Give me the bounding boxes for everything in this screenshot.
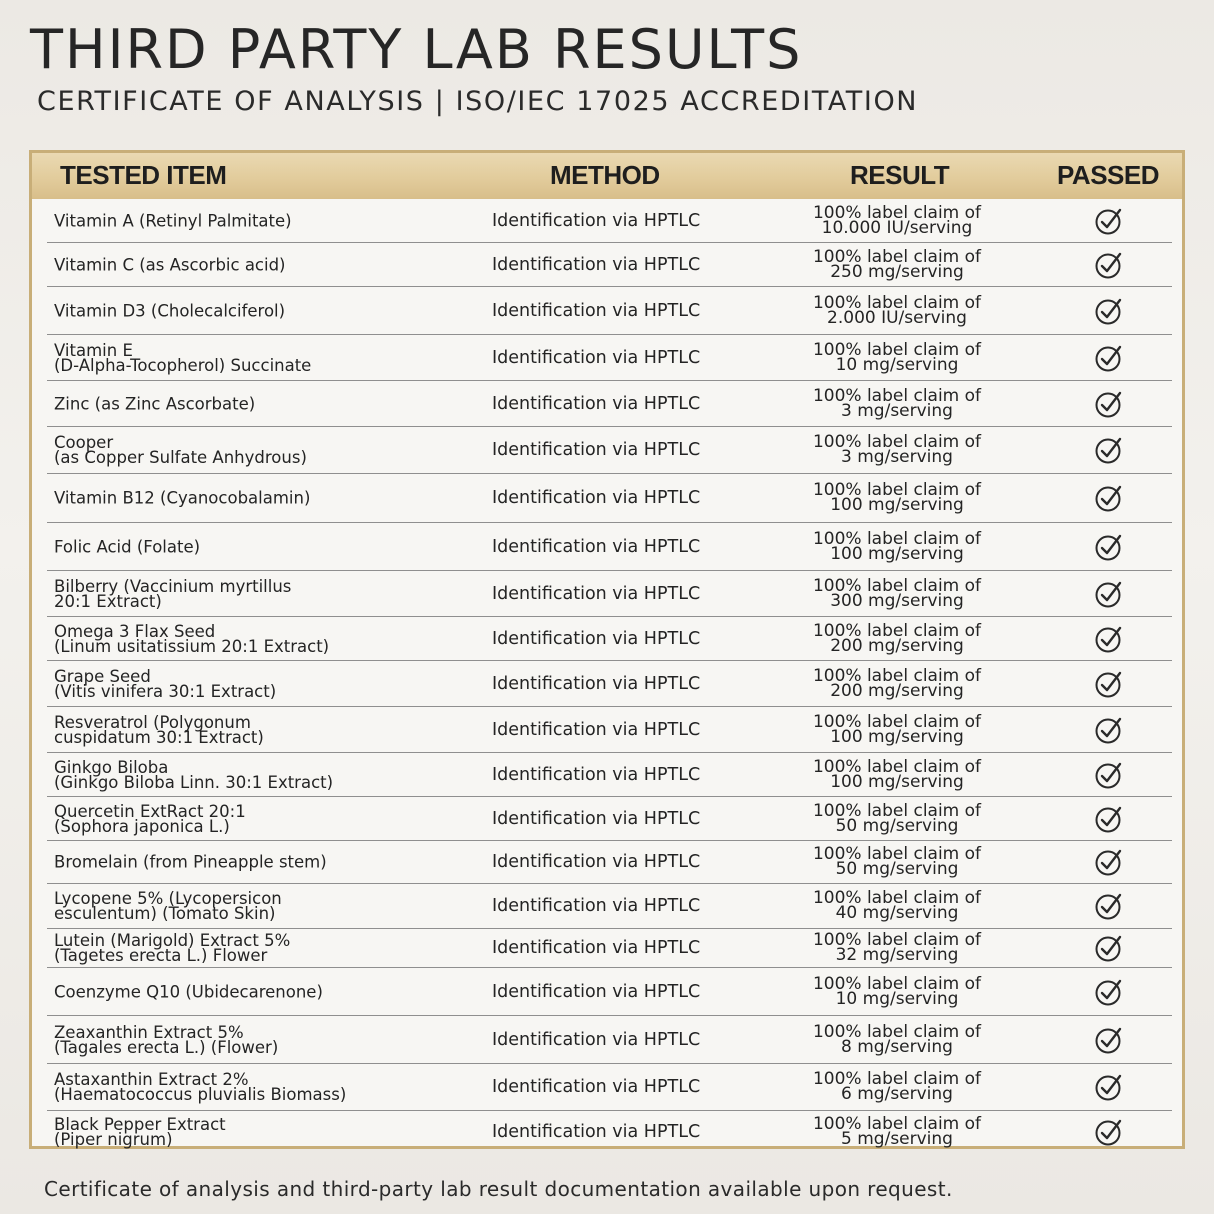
result-cell [747, 339, 1047, 375]
result-line-claim: 100% label claim of [812, 711, 982, 732]
result-cell [747, 800, 1047, 836]
result-line-claim: 100% label claim of [812, 844, 982, 864]
result-cell [747, 665, 1047, 701]
table-row [47, 707, 1172, 753]
result-line-amount: 100 mg/serving [830, 771, 964, 792]
result-line-amount: 3 mg/serving [841, 447, 953, 467]
check-circle-icon [1094, 250, 1124, 280]
result-line-claim: 100% label claim of [812, 888, 982, 908]
method-cell: Identification via HPTLC [492, 673, 701, 694]
table-row [47, 571, 1172, 617]
check-circle-icon [1094, 483, 1124, 513]
result-cell [747, 844, 1047, 879]
result-cell [747, 292, 1047, 328]
result-cell [747, 575, 1047, 611]
table-row [47, 427, 1172, 474]
column-header-method: METHOD [550, 160, 660, 190]
method-cell: Identification via HPTLC [492, 211, 701, 231]
result-cell [747, 528, 1047, 564]
result-line-amount: 40 mg/serving [835, 903, 959, 923]
result-line-claim: 100% label claim of [812, 665, 982, 686]
result-line-claim: 100% label claim of [812, 203, 982, 223]
result-line-claim: 100% label claim of [812, 1069, 982, 1089]
result-line-claim: 100% label claim of [812, 339, 982, 360]
result-line-claim: 100% label claim of [812, 756, 982, 777]
table-row [47, 884, 1172, 929]
result-cell [747, 973, 1047, 1009]
method-cell: Identification via HPTLC [492, 488, 701, 508]
result-line-claim: 100% label claim of [812, 1114, 982, 1134]
check-circle-icon [1094, 579, 1124, 609]
tested-item-cell: Vitamin C (as Ascorbic acid) [54, 255, 286, 274]
table-row [47, 287, 1172, 335]
method-cell: Identification via HPTLC [492, 583, 701, 604]
column-header-tested-item: TESTED ITEM [60, 160, 227, 190]
method-cell: Identification via HPTLC [492, 1029, 701, 1050]
result-cell [747, 711, 1047, 747]
result-line-claim: 100% label claim of [812, 385, 982, 406]
method-cell: Identification via HPTLC [492, 347, 701, 368]
check-circle-icon [1094, 389, 1124, 419]
result-line-claim: 100% label claim of [812, 973, 982, 994]
result-line-amount: 5 mg/serving [841, 1129, 953, 1149]
table-row [47, 968, 1172, 1016]
result-line-amount: 8 mg/serving [841, 1036, 953, 1057]
result-line-amount: 32 mg/serving [835, 945, 959, 965]
table-row [47, 1064, 1172, 1111]
method-cell: Identification via HPTLC [492, 254, 701, 275]
tested-item-cell: Vitamin A (Retinyl Palmitate) [54, 211, 292, 231]
check-circle-icon [1094, 1117, 1124, 1147]
table-header [32, 153, 1182, 199]
check-circle-icon [1094, 435, 1124, 465]
check-circle-icon [1094, 933, 1124, 963]
table-row [47, 617, 1172, 661]
table-row [47, 523, 1172, 571]
result-line-amount: 10.000 IU/serving [821, 218, 973, 238]
result-cell [747, 930, 1047, 965]
table-row [47, 335, 1172, 381]
method-cell: Identification via HPTLC [492, 1077, 701, 1097]
check-circle-icon [1094, 532, 1124, 562]
tested-item-cell: Zinc (as Zinc Ascorbate) [54, 394, 256, 413]
check-circle-icon [1094, 804, 1124, 834]
result-cell [747, 1021, 1047, 1057]
result-cell [747, 480, 1047, 515]
result-line-amount: 100 mg/serving [830, 495, 964, 515]
result-cell [747, 1114, 1047, 1149]
tested-item-cell: Grape Seed (Vitis vinifera 30:1 Extract) [54, 666, 277, 701]
check-circle-icon [1094, 1025, 1124, 1055]
table-row [47, 841, 1172, 884]
tested-item-cell: Cooper (as Copper Sulfate Anhydrous) [54, 433, 307, 467]
page-subtitle: CERTIFICATE OF ANALYSIS | ISO/IEC 17025 ACCREDITATION [37, 86, 919, 117]
result-cell [747, 620, 1047, 656]
method-cell: Identification via HPTLC [492, 719, 701, 740]
result-cell [747, 756, 1047, 792]
result-line-claim: 100% label claim of [812, 246, 982, 267]
check-circle-icon [1094, 891, 1124, 921]
tested-item-cell: Ginkgo Biloba (Ginkgo Biloba Linn. 30:1 Extract) [54, 757, 334, 792]
result-cell [747, 385, 1047, 421]
check-circle-icon [1094, 760, 1124, 790]
method-cell: Identification via HPTLC [492, 1122, 701, 1142]
tested-item-cell: Vitamin E (D-Alpha-Tocopherol) Succinate [54, 340, 312, 375]
result-line-claim: 100% label claim of [812, 575, 982, 596]
table-row [47, 753, 1172, 797]
result-line-amount: 200 mg/serving [830, 635, 964, 656]
tested-item-cell: Bilberry (Vaccinium myrtillus 20:1 Extract) [54, 576, 292, 611]
tested-item-cell: Vitamin D3 (Cholecalciferol) [54, 301, 286, 320]
check-circle-icon [1094, 715, 1124, 745]
method-cell: Identification via HPTLC [492, 300, 701, 321]
check-circle-icon [1094, 624, 1124, 654]
table-row [47, 381, 1172, 427]
tested-item-cell: Vitamin B12 (Cyanocobalamin) [54, 488, 311, 508]
method-cell: Identification via HPTLC [492, 628, 701, 649]
tested-item-cell: Quercetin ExtRact 20:1 (Sophora japonica L.) [54, 801, 246, 836]
page-title: THIRD PARTY LAB RESULTS [30, 18, 803, 81]
result-line-claim: 100% label claim of [812, 620, 982, 641]
column-header-passed: PASSED [1057, 160, 1159, 190]
result-cell [747, 246, 1047, 282]
tested-item-cell: Folic Acid (Folate) [54, 537, 201, 556]
result-cell [747, 1069, 1047, 1104]
result-cell [747, 203, 1047, 238]
tested-item-cell: Coenzyme Q10 (Ubidecarenone) [54, 982, 323, 1001]
tested-item-cell: Zeaxanthin Extract 5% (Tagales erecta L.) (Flower) [54, 1022, 279, 1057]
tested-item-cell: Lutein (Marigold) Extract 5% (Tagetes erecta L.) Flower [54, 931, 291, 965]
result-line-amount: 2.000 IU/serving [827, 307, 967, 328]
check-circle-icon [1094, 343, 1124, 373]
result-line-amount: 250 mg/serving [830, 261, 964, 282]
tested-item-cell: Bromelain (from Pineapple stem) [54, 852, 327, 872]
tested-item-cell: Omega 3 Flax Seed (Linum usitatissium 20:1 Extract) [54, 621, 330, 656]
method-cell: Identification via HPTLC [492, 896, 701, 916]
tested-item-cell: Black Pepper Extract (Piper nigrum) [54, 1115, 226, 1149]
table-row [47, 661, 1172, 707]
table-row [47, 1111, 1172, 1153]
result-cell [747, 432, 1047, 467]
table-row [47, 929, 1172, 968]
result-cell [747, 888, 1047, 923]
result-line-claim: 100% label claim of [812, 800, 982, 821]
method-cell: Identification via HPTLC [492, 440, 701, 460]
result-line-amount: 100 mg/serving [830, 726, 964, 747]
result-line-amount: 50 mg/serving [835, 859, 959, 879]
table-row [47, 474, 1172, 523]
result-line-claim: 100% label claim of [812, 528, 982, 549]
result-line-amount: 100 mg/serving [830, 543, 964, 564]
method-cell: Identification via HPTLC [492, 938, 701, 958]
table-row [47, 200, 1172, 243]
tested-item-cell: Resveratrol (Polygonum cuspidatum 30:1 Extract) [54, 712, 264, 747]
result-line-amount: 300 mg/serving [830, 590, 964, 611]
method-cell: Identification via HPTLC [492, 808, 701, 829]
result-line-amount: 6 mg/serving [841, 1084, 953, 1104]
tested-item-cell: Astaxanthin Extract 2% (Haematococcus pluvialis Biomass) [54, 1070, 347, 1104]
method-cell: Identification via HPTLC [492, 393, 701, 414]
method-cell: Identification via HPTLC [492, 764, 701, 785]
result-line-amount: 3 mg/serving [841, 400, 953, 421]
check-circle-icon [1094, 1072, 1124, 1102]
table-row [47, 243, 1172, 287]
result-line-claim: 100% label claim of [812, 480, 982, 500]
result-line-amount: 50 mg/serving [835, 815, 959, 836]
result-line-claim: 100% label claim of [812, 432, 982, 452]
method-cell: Identification via HPTLC [492, 981, 701, 1002]
result-line-amount: 200 mg/serving [830, 680, 964, 701]
check-circle-icon [1094, 669, 1124, 699]
lab-results-table [29, 150, 1185, 1149]
method-cell: Identification via HPTLC [492, 852, 701, 872]
result-line-claim: 100% label claim of [812, 930, 982, 950]
table-row [47, 797, 1172, 841]
result-line-claim: 100% label claim of [812, 292, 982, 313]
check-circle-icon [1094, 847, 1124, 877]
tested-item-cell: Lycopene 5% (Lycopersicon esculentum) (Tomato Skin) [54, 889, 282, 923]
check-circle-icon [1094, 296, 1124, 326]
table-row [47, 1016, 1172, 1064]
footer-note: Certificate of analysis and third-party lab result documentation available upon request. [44, 1177, 953, 1201]
column-header-result: RESULT [850, 160, 950, 190]
result-line-amount: 10 mg/serving [835, 988, 959, 1009]
result-line-amount: 10 mg/serving [835, 354, 959, 375]
check-circle-icon [1094, 977, 1124, 1007]
check-circle-icon [1094, 206, 1124, 236]
method-cell: Identification via HPTLC [492, 536, 701, 557]
result-line-claim: 100% label claim of [812, 1021, 982, 1042]
